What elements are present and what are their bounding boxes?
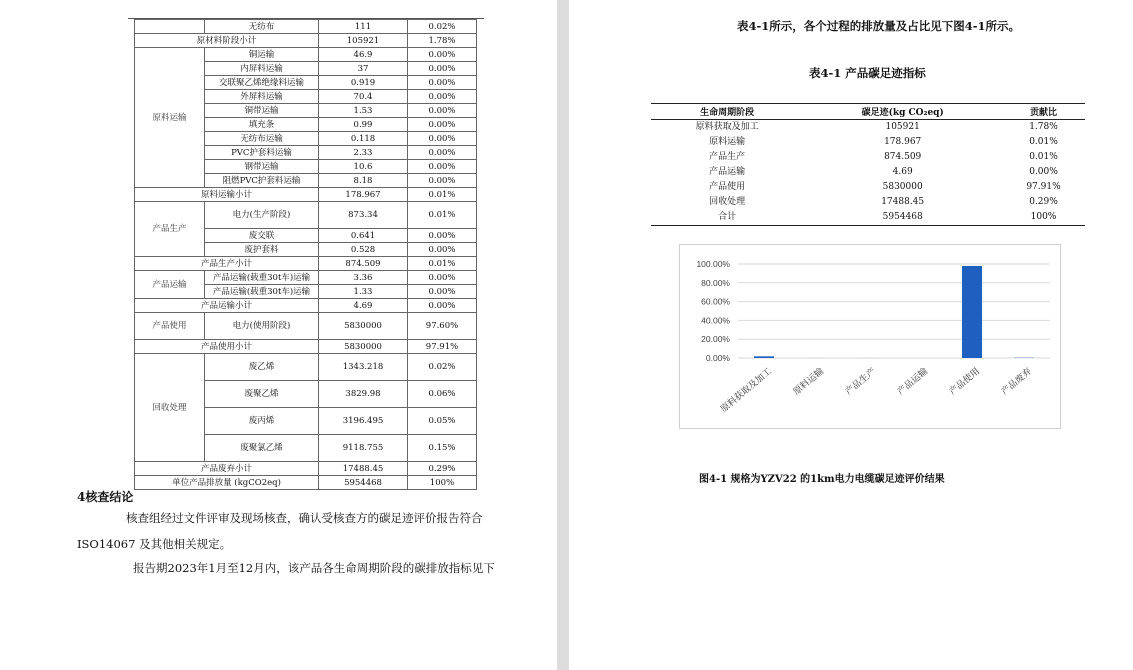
subtotal-label: 产品废弃小计 (135, 462, 319, 476)
cell-value: 1.53 (319, 104, 408, 118)
cell-pct: 0.05% (408, 408, 477, 435)
cell-value: 10.6 (319, 160, 408, 174)
cell-contribution: 0.01% (1029, 137, 1058, 147)
y-tick-label: 60.00% (701, 296, 730, 307)
subtotal-label: 原材料阶段小计 (135, 34, 319, 48)
cell-item: 无纺布 (205, 20, 319, 34)
cell-contribution: 1.78% (1029, 122, 1058, 132)
cell-item: 铜运输 (205, 48, 319, 62)
cell-value: 1343.218 (319, 354, 408, 381)
cell-pct: 97.60% (408, 313, 477, 340)
cell-item: 填充条 (205, 118, 319, 132)
cell-value: 0.919 (319, 76, 408, 90)
y-tick-label: 40.00% (701, 315, 730, 326)
cell-value: 37 (319, 62, 408, 76)
y-tick-label: 20.00% (701, 334, 730, 345)
header-footprint: 碳足迹(kg CO₂eq) (803, 104, 1002, 120)
cell-item: 交联聚乙烯绝缘料运输 (205, 76, 319, 90)
cell-contribution: 0.01% (1029, 152, 1058, 162)
cell-pct: 0.00% (408, 160, 477, 174)
table-row (651, 120, 1085, 136)
cell-percent: 97.91% (408, 340, 477, 354)
cell-pct: 0.02% (408, 354, 477, 381)
cell-item: 电力(生产阶段) (205, 202, 319, 229)
cell-value: 111 (319, 20, 408, 34)
subtotal-label: 原料运输小计 (135, 188, 319, 202)
cell-value: 4.69 (319, 299, 408, 313)
cell-value: 0.528 (319, 243, 408, 257)
cell-value: 17488.45 (319, 462, 408, 476)
page-gutter (557, 0, 569, 670)
cell-footprint: 105921 (885, 122, 920, 132)
cell-item: 废丙烯 (205, 408, 319, 435)
cell-pct: 0.00% (408, 285, 477, 299)
y-tick-label: 0.00% (705, 353, 730, 363)
x-tick-label: 产品使用 (947, 366, 982, 398)
table-row (135, 20, 477, 34)
cell-value: 5954468 (319, 476, 408, 490)
group-label: 产品使用 (135, 313, 205, 340)
cell-item: 废聚乙烯 (205, 381, 319, 408)
y-tick-label: 80.00% (701, 277, 730, 288)
cell-footprint: 5830000 (882, 182, 923, 192)
group-label: 回收处理 (135, 354, 205, 462)
header-contribution: 贡献比 (1002, 104, 1085, 120)
cell-percent: 0.29% (408, 462, 477, 476)
intro-text: 表4-1所示，各个过程的排放量及占比见下图4-1所示。 (737, 19, 1021, 33)
cell-pct: 0.01% (408, 202, 477, 229)
x-tick-label: 产品生产 (843, 366, 878, 398)
x-tick-label: 产品运输 (895, 366, 930, 398)
cell-value: 3.36 (319, 271, 408, 285)
subtotal-row (135, 299, 477, 313)
cell-value: 178.967 (319, 188, 408, 202)
cell-pct: 0.00% (408, 146, 477, 160)
cell-pct: 0.02% (408, 20, 477, 34)
cell-pct: 0.00% (408, 104, 477, 118)
cell-percent: 0.01% (408, 188, 477, 202)
paragraph-1-line-1: 核查组经过文件评审及现场核查，确认受核查方的碳足迹评价报告符合 (126, 511, 483, 525)
cell-pct: 0.00% (408, 48, 477, 62)
table-row (135, 271, 477, 285)
bar-chart-svg (680, 245, 1060, 428)
x-tick-label: 产品废弃 (999, 366, 1034, 398)
cell-value: 0.118 (319, 132, 408, 146)
cell-item: 内屏料运输 (205, 62, 319, 76)
section-heading: 4核查结论 (77, 490, 134, 504)
bar (962, 266, 982, 358)
table-row (651, 195, 1085, 210)
cell-footprint: 4.69 (892, 167, 913, 177)
table-row (651, 180, 1085, 195)
cell-item: 电力(使用阶段) (205, 313, 319, 340)
carbon-footprint-summary-table (651, 103, 1085, 226)
cell-value: 873.34 (319, 202, 408, 229)
subtotal-row (135, 34, 477, 48)
cell-value: 874.509 (319, 257, 408, 271)
table-row (135, 354, 477, 381)
x-tick-label: 原料获取及加工 (719, 366, 774, 415)
cell-contribution: 100% (1002, 210, 1085, 226)
table-row (651, 150, 1085, 165)
cell-item: 产品运输(载重30t车)运输 (205, 285, 319, 299)
cell-pct: 0.00% (408, 132, 477, 146)
cell-footprint: 874.509 (884, 152, 922, 162)
subtotal-row (135, 257, 477, 271)
cell-stage: 产品使用 (709, 182, 746, 192)
subtotal-row (135, 188, 477, 202)
x-tick-label: 原料运输 (791, 366, 826, 398)
figure-caption: 图4-1 规格为YZV22 的1km电力电缆碳足迹评价结果 (699, 474, 945, 485)
subtotal-label: 产品使用小计 (135, 340, 319, 354)
cell-percent: 0.01% (408, 257, 477, 271)
cell-percent: 100% (408, 476, 477, 490)
cell-item: 无纺布运输 (205, 132, 319, 146)
subtotal-label: 产品运输小计 (135, 299, 319, 313)
cell-stage: 合计 (651, 210, 803, 226)
cell-stage: 原料获取及加工 (695, 122, 759, 132)
cell-pct: 0.00% (408, 174, 477, 188)
cell-item: 外屏料运输 (205, 90, 319, 104)
cell-item: 钢带运输 (205, 160, 319, 174)
cell-stage: 产品运输 (709, 167, 746, 177)
bar (754, 356, 774, 358)
cell-value: 3196.495 (319, 408, 408, 435)
cell-value: 1.33 (319, 285, 408, 299)
cell-value: 105921 (319, 34, 408, 48)
cell-item: PVC护套料运输 (205, 146, 319, 160)
cell-percent: 1.78% (408, 34, 477, 48)
cell-item: 废聚氯乙烯 (205, 435, 319, 462)
table-row (651, 135, 1085, 150)
cell-stage: 原料运输 (709, 137, 746, 147)
subtotal-row (135, 340, 477, 354)
y-tick-label: 100.00% (696, 259, 730, 269)
cell-pct: 0.00% (408, 90, 477, 104)
cell-pct: 0.15% (408, 435, 477, 462)
header-stage: 生命周期阶段 (651, 104, 803, 120)
table-row (651, 165, 1085, 180)
group-label: 原料运输 (135, 48, 205, 188)
cell-contribution: 0.00% (1029, 167, 1058, 177)
cell-contribution: 97.91% (1026, 182, 1061, 192)
table-row (651, 210, 1085, 226)
cell-item: 废护套料 (205, 243, 319, 257)
right-page (569, 0, 1133, 670)
subtotal-label: 产品生产小计 (135, 257, 319, 271)
cell-value: 2.33 (319, 146, 408, 160)
table-row (135, 48, 477, 62)
subtotal-label: 单位产品排放量 (kgCO2eq) (135, 476, 319, 490)
cell-footprint: 5954468 (803, 210, 1002, 226)
cell-item: 铜带运输 (205, 104, 319, 118)
cell-pct: 0.00% (408, 243, 477, 257)
cell-pct: 0.00% (408, 76, 477, 90)
cell-item: 产品运输(载重30t车)运输 (205, 271, 319, 285)
cell-pct: 0.00% (408, 118, 477, 132)
subtotal-row (135, 476, 477, 490)
table-row (135, 313, 477, 340)
table-title: 表4-1 产品碳足迹指标 (809, 66, 926, 80)
cell-pct: 0.00% (408, 229, 477, 243)
cell-value: 9118.755 (319, 435, 408, 462)
cell-value: 46.9 (319, 48, 408, 62)
cell-pct: 0.00% (408, 271, 477, 285)
cell-item: 阻燃PVC护套料运输 (205, 174, 319, 188)
cell-value: 70.4 (319, 90, 408, 104)
subtotal-row (135, 462, 477, 476)
cell-item: 废交联 (205, 229, 319, 243)
cell-percent: 0.00% (408, 299, 477, 313)
bar-chart (679, 244, 1061, 429)
cell-value: 5830000 (319, 313, 408, 340)
cell-stage: 产品生产 (709, 152, 746, 162)
cell-pct: 0.06% (408, 381, 477, 408)
cell-pct: 0.00% (408, 62, 477, 76)
left-page (0, 0, 557, 670)
paragraph-1-line-2: ISO14067 及其他相关规定。 (77, 537, 232, 551)
group-label: 产品运输 (135, 271, 205, 299)
cell-footprint: 17488.45 (881, 197, 925, 207)
emission-detail-table (134, 19, 477, 490)
cell-value: 8.18 (319, 174, 408, 188)
cell-value: 0.641 (319, 229, 408, 243)
cell-item: 废乙烯 (205, 354, 319, 381)
cell-value: 0.99 (319, 118, 408, 132)
cell-value: 5830000 (319, 340, 408, 354)
paragraph-2-line-1: 报告期2023年1月至12月内，该产品各生命周期阶段的碳排放指标见下 (133, 561, 495, 575)
table-row (135, 202, 477, 229)
group-label (135, 20, 205, 34)
cell-contribution: 0.29% (1029, 197, 1058, 207)
cell-stage: 回收处理 (709, 197, 746, 207)
cell-footprint: 178.967 (884, 137, 922, 147)
cell-value: 3829.98 (319, 381, 408, 408)
group-label: 产品生产 (135, 202, 205, 257)
